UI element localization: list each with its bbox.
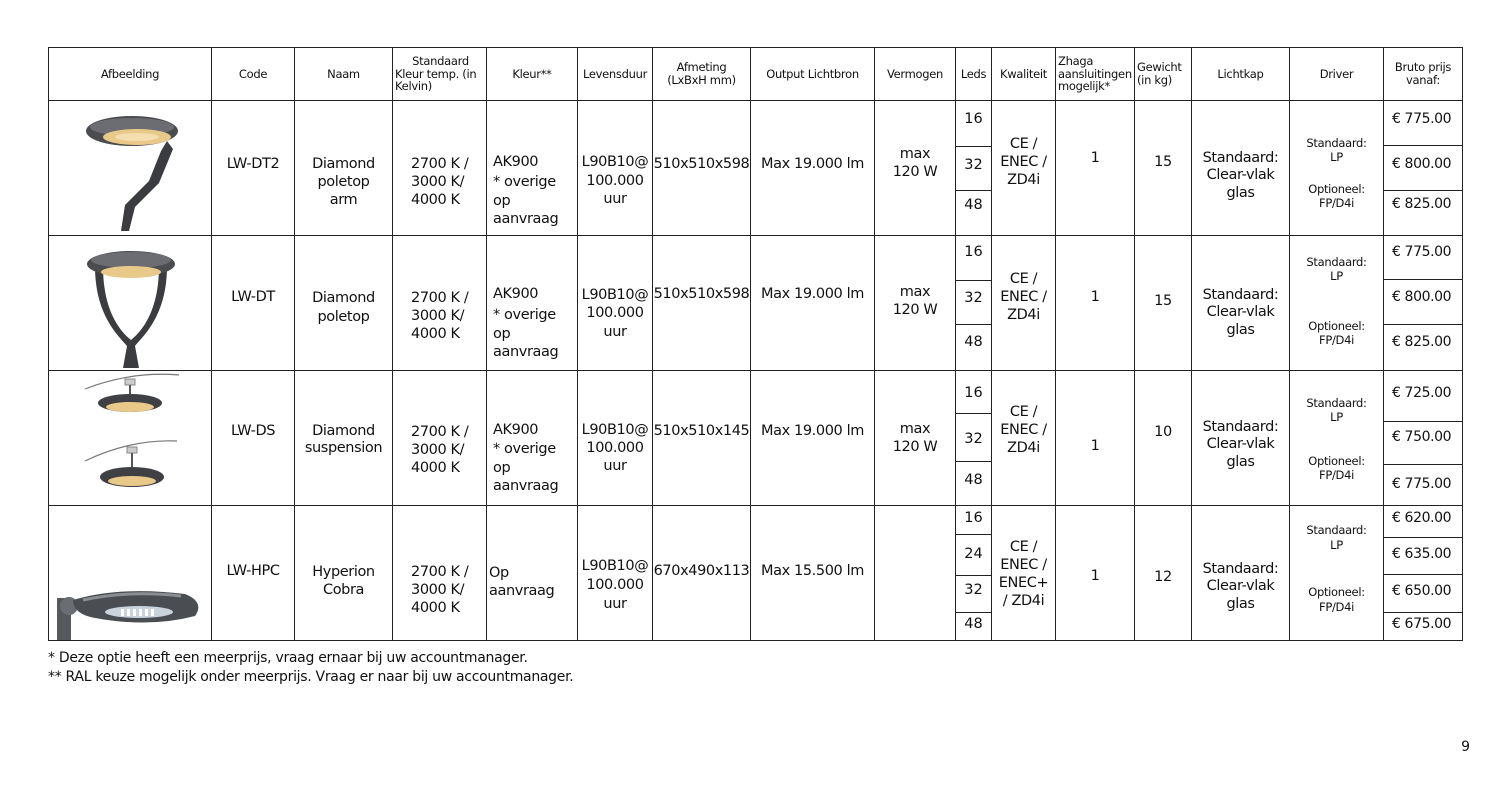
header-afmeting: Afmeting (LxBxH mm) (653, 48, 751, 101)
kleurtemp: 2700 K / 3000 K/ 4000 K (411, 424, 469, 476)
header-afbeelding: Afbeelding (49, 48, 212, 101)
output: Max 15.500 lm (761, 563, 864, 579)
header-kleurtemp: Standaard Kleur temp. (in Kelvin) (393, 48, 487, 101)
poletop-arm-lamp-image (49, 101, 212, 235)
prijzen: € 620.00 € 635.00 € 650.00 € 675.00 (1384, 506, 1462, 640)
product-image-cell (49, 506, 212, 641)
kleur: AK900 * overige op aanvraag (493, 286, 559, 361)
zhaga: 1 (1090, 289, 1100, 305)
product-code: LW-DT2 (226, 156, 280, 172)
header-code: Code (212, 48, 295, 101)
header-kwaliteit: Kwaliteit (992, 48, 1056, 101)
product-code: LW-DS (230, 423, 276, 439)
kleur: AK900 * overige op aanvraag (493, 422, 559, 495)
afmeting: 670x490x113 (653, 563, 750, 579)
levensduur: L90B10@ 100.000 uur (581, 287, 649, 340)
vermogen: max 120 W (892, 284, 938, 318)
kleurtemp: 2700 K / 3000 K/ 4000 K (411, 290, 469, 342)
kleurtemp: 2700 K / 3000 K/ 4000 K (411, 564, 469, 616)
afmeting: 510x510x145 (653, 423, 750, 439)
header-leds: Leds (956, 48, 992, 101)
page-number: 9 (1461, 739, 1470, 755)
vermogen: max 120 W (892, 421, 938, 455)
prijzen: € 725.00 € 750.00 € 775.00 (1384, 371, 1462, 505)
poletop-lamp-image (49, 236, 212, 370)
product-naam: Diamond poletop (312, 290, 375, 325)
table-row (49, 371, 1463, 506)
kleurtemp: 2700 K / 3000 K/ 4000 K (411, 156, 469, 208)
table-row (49, 236, 1463, 371)
product-image-cell (49, 236, 212, 371)
lichtkap: Standaard: Clear-vlak glas (1202, 287, 1279, 339)
kleur: Op aanvraag (489, 565, 555, 600)
driver: Standaard: LP Optioneel: FP/D4i (1306, 396, 1367, 482)
leds: 16 32 48 (956, 371, 991, 505)
header-output: Output Lichtbron (751, 48, 875, 101)
product-image-cell (49, 371, 212, 506)
price-table (48, 47, 1463, 641)
header-row (49, 48, 1463, 101)
suspension-lamp-image (49, 371, 212, 505)
levensduur: L90B10@ 100.000 uur (581, 154, 649, 207)
header-naam: Naam (295, 48, 393, 101)
driver: Standaard: LP Optioneel: FP/D4i (1306, 523, 1367, 614)
product-code: LW-HPC (226, 563, 280, 579)
levensduur: L90B10@ 100.000 uur (581, 422, 649, 474)
table-row (49, 506, 1463, 641)
afmeting: 510x510x598 (653, 286, 750, 302)
lichtkap: Standaard: Clear-vlak glas (1202, 150, 1279, 202)
footnote-2: ** RAL keuze mogelijk onder meerprijs. Vraag er naar bij uw accountmanager. (48, 669, 574, 685)
lichtkap: Standaard: Clear-vlak glas (1202, 561, 1279, 613)
gewicht: 12 (1154, 569, 1172, 585)
product-image-cell (49, 101, 212, 236)
kwaliteit: CE / ENEC / ZD4i (1000, 271, 1047, 323)
output: Max 19.000 lm (761, 423, 864, 439)
leds: 16 24 32 48 (956, 506, 991, 640)
cobra-lamp-image (49, 506, 212, 640)
gewicht: 15 (1154, 293, 1172, 309)
afmeting: 510x510x598 (653, 156, 750, 172)
product-naam: Hyperion Cobra (312, 564, 375, 598)
kleur: AK900 * overige op aanvraag (493, 154, 559, 228)
header-levensduur: Levensduur (578, 48, 653, 101)
header-zhaga: Zhaga aansluitingen mogelijk* (1056, 48, 1135, 101)
prijzen: € 775.00 € 800.00 € 825.00 (1384, 101, 1462, 235)
vermogen: max 120 W (892, 146, 938, 180)
product-code: LW-DT (231, 289, 275, 305)
lichtkap: Standaard: Clear-vlak glas (1202, 419, 1279, 471)
product-naam: Diamond poletop arm (312, 156, 375, 208)
zhaga: 1 (1090, 438, 1100, 454)
gewicht: 10 (1154, 424, 1172, 440)
output: Max 19.000 lm (761, 156, 864, 172)
vermogen (875, 506, 955, 640)
product-naam: Diamond suspension (304, 423, 383, 456)
prijzen: € 775.00 € 800.00 € 825.00 (1384, 236, 1462, 370)
driver: Standaard: LP Optioneel: FP/D4i (1306, 255, 1367, 347)
kwaliteit: CE / ENEC / ZD4i (1000, 404, 1047, 456)
kwaliteit: CE / ENEC / ZD4i (1000, 136, 1047, 188)
levensduur: L90B10@ 100.000 uur (581, 558, 649, 612)
header-lichtkap: Lichtkap (1192, 48, 1290, 101)
header-prijs: Bruto prijs vanaf: (1384, 48, 1463, 101)
leds: 16 32 48 (956, 236, 991, 370)
zhaga: 1 (1090, 150, 1100, 166)
output: Max 19.000 lm (761, 286, 864, 302)
driver: Standaard: LP Optioneel: FP/D4i (1306, 136, 1367, 210)
header-driver: Driver (1290, 48, 1384, 101)
table-row (49, 101, 1463, 236)
zhaga: 1 (1090, 568, 1100, 584)
kwaliteit: CE / ENEC / ENEC+ / ZD4i (998, 539, 1049, 609)
header-kleur: Kleur** (487, 48, 578, 101)
header-gewicht: Gewicht (in kg) (1135, 48, 1192, 101)
leds: 16 32 48 (956, 101, 991, 235)
footnote-1: * Deze optie heeft een meerprijs, vraag ernaar bij uw accountmanager. (48, 650, 528, 666)
gewicht: 15 (1154, 154, 1172, 170)
header-vermogen: Vermogen (875, 48, 956, 101)
